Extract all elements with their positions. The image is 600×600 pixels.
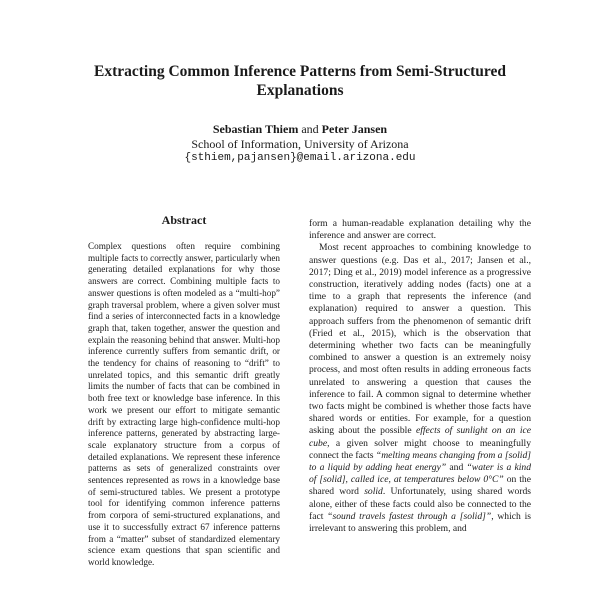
author-line xyxy=(60,122,540,137)
p2-text-d: on the shared word xyxy=(309,474,531,498)
body-column xyxy=(309,218,531,535)
p2-text-c: and xyxy=(446,462,467,474)
body-paragraph-1: form a human-readable explanation detailing why the inference and answer are correct. xyxy=(309,218,531,242)
p2-text-b: , a given solver might choose to meaningfully connect the facts xyxy=(309,437,531,461)
body-paragraph-2 xyxy=(309,242,531,535)
abstract-text: Complex questions often require combining multiple facts to correctly answer, particularly when generating detailed explanations for why those answers are correct. Combining multiple facts to answer questions is often modeled as a “multi-hop” graph traversal problem, where a given solver must find a series of interconnected facts in a knowledge graph that, taken together, answer the question and explain the reasoning behind that answer. Multi-hop inference currently suffers from semantic drift, or the tendency for chains of reasoning to “drift” to unrelated topics, and this semantic drift greatly limits the number of facts that can be combined in both free text or knowledge base inference. In this work we present our effort to mitigate semantic drift by extracting large high-confidence multi-hop inference patterns, generated by abstracting large-scale explanatory structure from a corpus of detailed explanations. We represent these inference patterns as sets of generalized constraints over sentences represented as rows in a knowledge base of semi-structured tables. We present a prototype tool for identifying common inference patterns from corpora of semi-structured explanations, and use it to successfully extract 67 inference patterns from a “matter” subset of standardized elementary science exam questions that span scientific and world knowledge. xyxy=(88,241,280,567)
author-conjunction: and xyxy=(298,122,322,136)
p2-emphasis-2: “melting means changing from a [solid] to a liquid by adding heat energy” xyxy=(309,449,531,474)
p2-emphasis-5: “sound travels fastest through a [solid]” xyxy=(327,510,492,522)
p2-text-a: Most recent approaches to combining knowledge to answer questions (e.g. Das et al., 2017; Jansen et al., 2017; Ding et al., 2019) model inference as a progressive construction, iteratively adding nodes (facts) one at a time to a graph that represents the inference (and explanation) required to answer a question. This approach suffers from the phenomenon of semantic drift (Fried et al., 2015), which is the observation that determining whether two facts can be meaningfully combined to answer a question is an extremely noisy process, and most often results in adding erroneous facts unrelated to answering a question that causes the inference to fail. A common signal to determine whether two facts might be combined is whether those facts have shared words or entities. For example, for a question asking about the possible xyxy=(309,242,531,437)
abstract-heading: Abstract xyxy=(161,213,207,227)
email: {sthiem,pajansen}@email.arizona.edu xyxy=(184,152,416,164)
p2-text-f: , which is irrelevant to answering this problem, and xyxy=(309,510,531,535)
author-2: Peter Jansen xyxy=(321,122,388,136)
affiliation: School of Information, University of Arizona xyxy=(191,137,409,151)
author-1: Sebastian Thiem xyxy=(212,122,299,136)
p2-emphasis-1: effects of sunlight on an ice cube xyxy=(309,425,532,449)
p2-emphasis-3: “water is a kind of [solid], called ice, at temperatures below 0°C” xyxy=(309,462,531,486)
paper-title: Extracting Common Inference Patterns from Semi-Structured Explanations xyxy=(94,63,506,99)
p2-text-e: . Unfortunately, using shared words alone, either of these facts could also be connected to the fact xyxy=(309,486,531,522)
abstract-column xyxy=(88,241,280,569)
p2-emphasis-4: solid xyxy=(364,486,383,498)
